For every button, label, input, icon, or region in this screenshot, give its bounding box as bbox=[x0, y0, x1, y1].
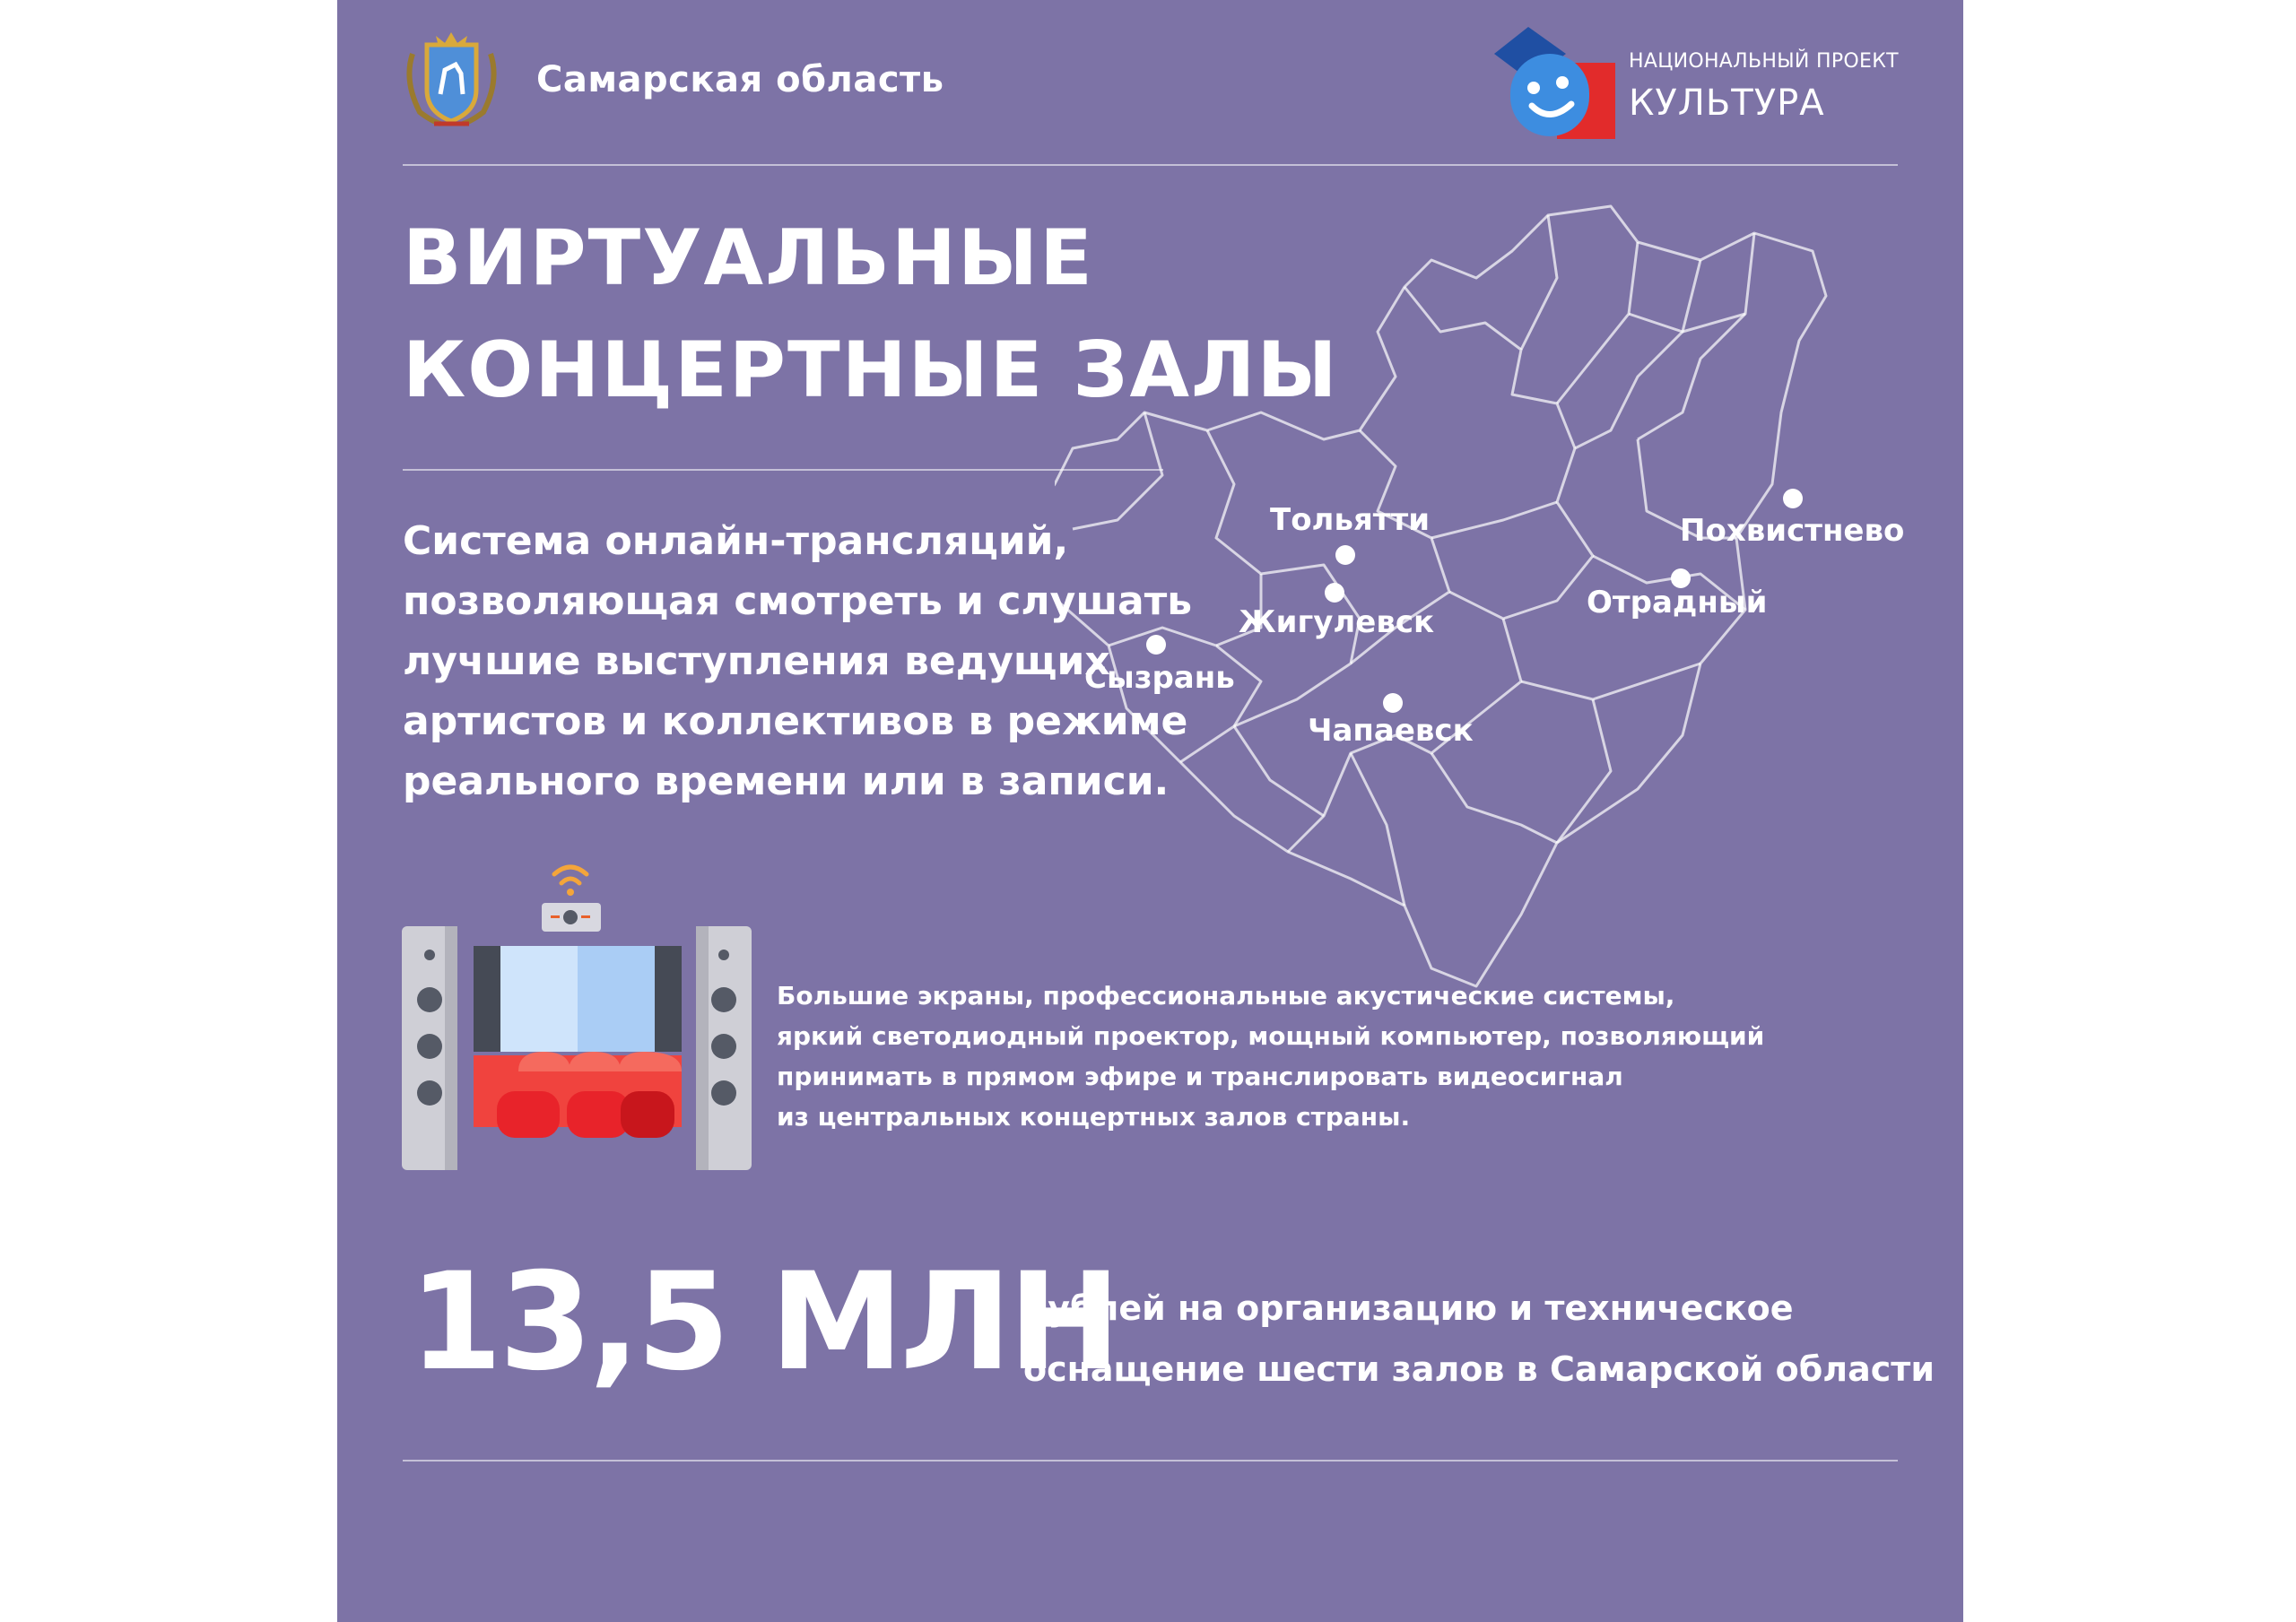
funding-amount: 13,5 МЛН bbox=[409, 1245, 1118, 1401]
city-label-syzran: Сызрань bbox=[1084, 660, 1235, 696]
equipment-description bbox=[777, 976, 1808, 1137]
coat-of-arms-icon bbox=[400, 27, 503, 130]
city-marker-zhigulevsk bbox=[1325, 583, 1344, 603]
description-line: Система онлайн-трансляций, bbox=[403, 518, 1069, 564]
title-divider bbox=[403, 469, 1163, 471]
title-line-2: КОНЦЕРТНЫЕ ЗАЛЫ bbox=[403, 325, 1339, 415]
project-subtitle: НАЦИОНАЛЬНЫЙ ПРОЕКТ bbox=[1629, 50, 1899, 73]
description-line: реального времени или в записи. bbox=[403, 759, 1170, 804]
city-label-zhigulevsk: Жигулевск bbox=[1239, 604, 1435, 640]
culture-project-logo-icon bbox=[1494, 27, 1615, 143]
infographic-poster bbox=[337, 0, 1963, 1622]
city-label-tolyatti: Тольятти bbox=[1270, 502, 1431, 538]
funding-description bbox=[1023, 1278, 1935, 1400]
region-name: Самарская область bbox=[536, 59, 944, 100]
title-line-1: ВИРТУАЛЬНЫЕ bbox=[403, 213, 1094, 303]
equipment-line: из центральных концертных залов страны. bbox=[777, 1102, 1411, 1132]
description-line: артистов и коллективов в режиме bbox=[403, 698, 1188, 744]
city-marker-tolyatti bbox=[1335, 545, 1355, 565]
city-marker-pokhvistnevo bbox=[1783, 489, 1803, 508]
equipment-line: принимать в прямом эфире и транслировать видеосигнал bbox=[777, 1062, 1623, 1091]
project-name: КУЛЬТУРА bbox=[1629, 82, 1825, 124]
city-label-otradny: Отрадный bbox=[1587, 585, 1768, 620]
funding-line-1: рублей на организацию и техническое bbox=[1023, 1288, 1794, 1328]
description-line: позволяющая смотреть и слушать bbox=[403, 578, 1193, 624]
city-label-pokhvistnevo: Похвистнево bbox=[1680, 513, 1905, 549]
concert-hall-icon bbox=[400, 856, 759, 1179]
equipment-line: яркий светодиодный проектор, мощный компьютер, позволяющий bbox=[777, 1021, 1765, 1051]
equipment-line: Большие экраны, профессиональные акустические системы, bbox=[777, 981, 1675, 1010]
system-description bbox=[403, 511, 1210, 811]
footer-divider bbox=[403, 1460, 1898, 1462]
city-marker-chapaevsk bbox=[1383, 693, 1403, 713]
header-divider bbox=[403, 164, 1898, 166]
description-line: лучшие выступления ведущих bbox=[403, 638, 1110, 684]
funding-line-2: оснащение шести залов в Самарской области bbox=[1023, 1349, 1935, 1389]
city-label-chapaevsk: Чапаевск bbox=[1308, 713, 1474, 749]
